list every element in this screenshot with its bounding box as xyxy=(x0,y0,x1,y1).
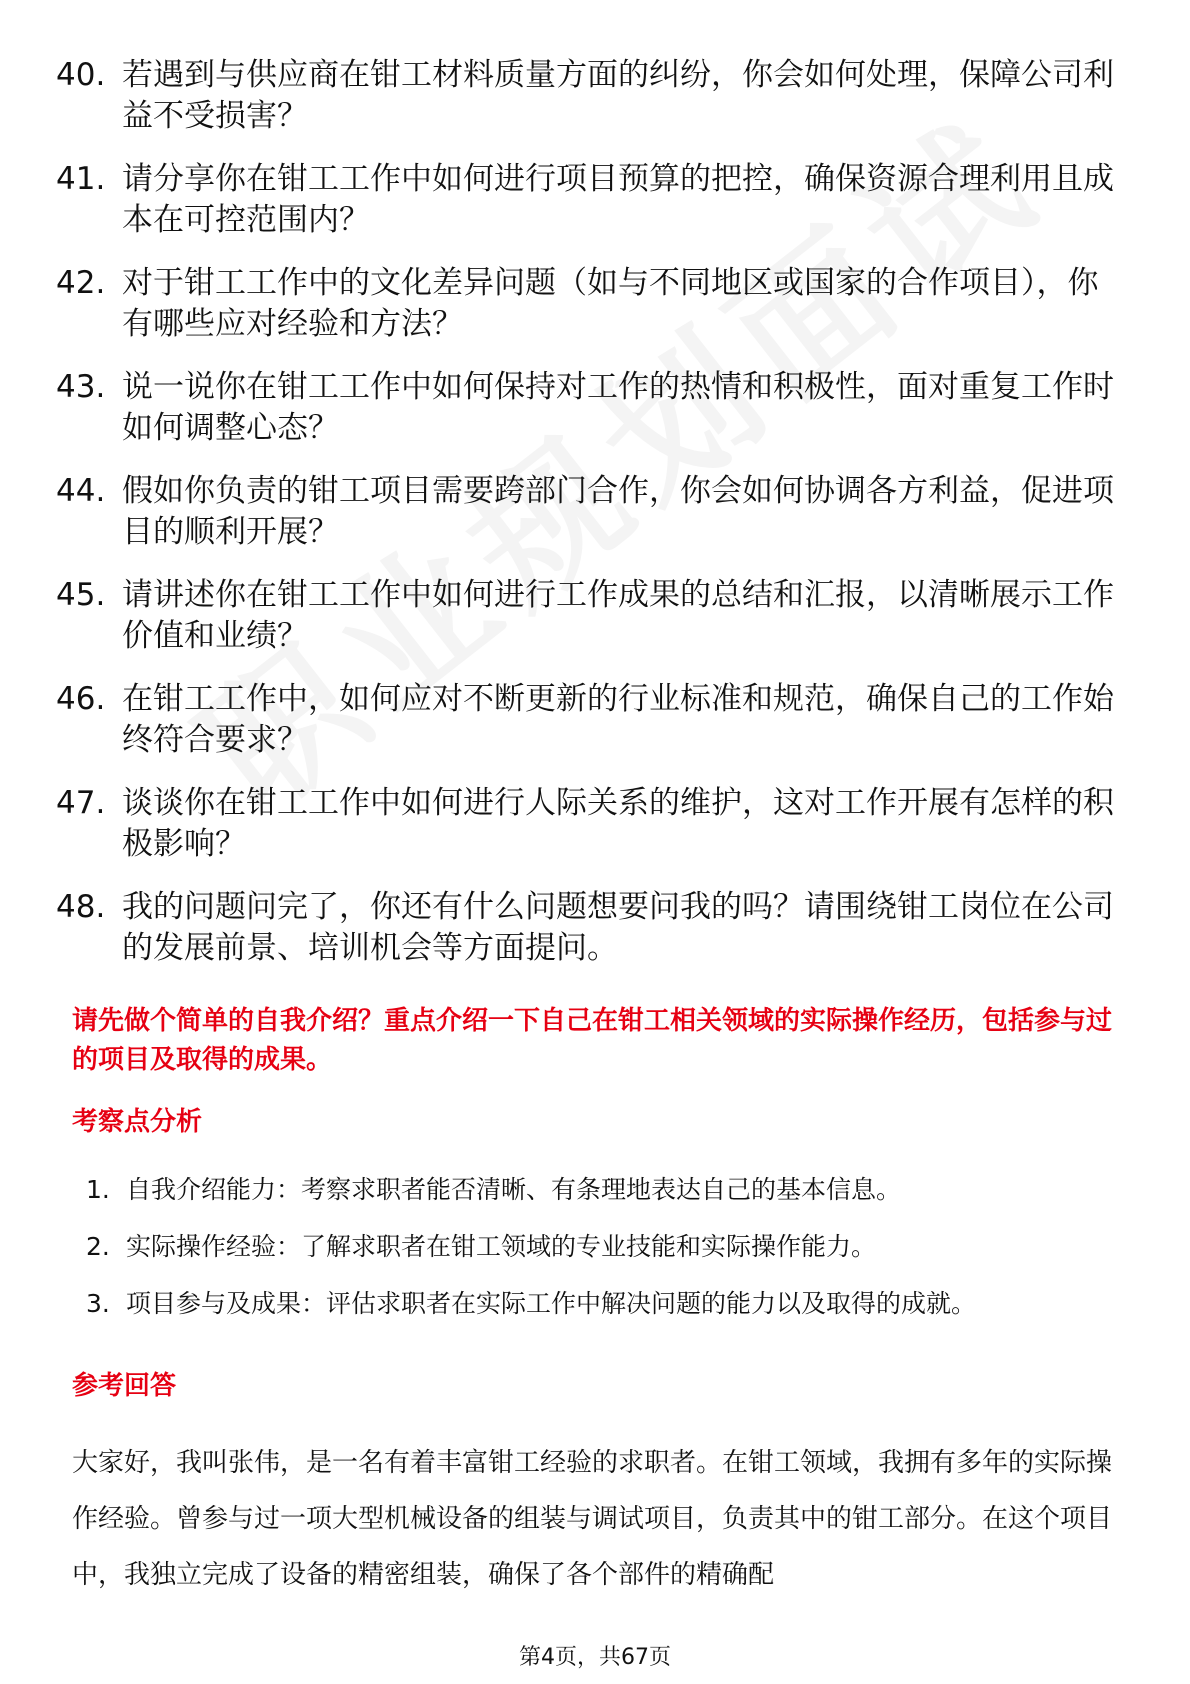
analysis-text: 项目参与及成果：评估求职者在实际工作中解决问题的能力以及取得的成就。 xyxy=(126,1289,977,1318)
question-text: 说一说你在钳工工作中如何保持对工作的热情和积极性，面对重复工作时如何调整心态？ xyxy=(122,369,1114,446)
question-number: 42. xyxy=(56,265,106,301)
analysis-number: 2. xyxy=(86,1232,110,1261)
question-item xyxy=(56,55,1126,137)
question-item xyxy=(56,679,1126,761)
answer-heading: 参考回答 xyxy=(72,1371,177,1401)
question-item xyxy=(56,263,1126,345)
question-text: 请分享你在钳工工作中如何进行项目预算的把控，确保资源合理利用且成本在可控范围内？ xyxy=(122,161,1114,238)
analysis-list xyxy=(86,1172,1126,1343)
question-text: 对于钳工工作中的文化差异问题（如与不同地区或国家的合作项目），你有哪些应对经验和方法？ xyxy=(122,265,1099,342)
question-item xyxy=(56,575,1126,657)
analysis-item xyxy=(86,1286,1126,1322)
interview-question-heading: 请先做个简单的自我介绍？重点介绍一下自己在钳工相关领域的实际操作经历，包括参与过的项目及取得的成果。 xyxy=(72,1006,1113,1075)
question-number: 47. xyxy=(56,785,106,821)
question-item xyxy=(56,367,1126,449)
question-text: 请讲述你在钳工工作中如何进行工作成果的总结和汇报，以清晰展示工作价值和业绩？ xyxy=(122,577,1114,654)
question-text: 谈谈你在钳工工作中如何进行人际关系的维护，这对工作开展有怎样的积极影响？ xyxy=(122,785,1114,862)
analysis-number: 1. xyxy=(86,1175,110,1204)
question-text: 我的问题问完了，你还有什么问题想要问我的吗？请围绕钳工岗位在公司的发展前景、培训机会等方面提问。 xyxy=(122,889,1114,966)
analysis-text: 实际操作经验：了解求职者在钳工领域的专业技能和实际操作能力。 xyxy=(126,1232,877,1261)
analysis-item xyxy=(86,1172,1126,1208)
question-number: 43. xyxy=(56,369,106,405)
analysis-number: 3. xyxy=(86,1289,110,1318)
question-number: 46. xyxy=(56,681,106,717)
question-number: 40. xyxy=(56,57,106,93)
page-footer: 第4页，共67页 xyxy=(519,1645,671,1670)
analysis-heading: 考察点分析 xyxy=(72,1107,203,1137)
question-number: 45. xyxy=(56,577,106,613)
question-item xyxy=(56,159,1126,241)
question-number: 44. xyxy=(56,473,106,509)
question-item xyxy=(56,783,1126,865)
question-text: 假如你负责的钳工项目需要跨部门合作，你会如何协调各方利益，促进项目的顺利开展？ xyxy=(122,473,1114,550)
question-list xyxy=(56,55,1126,991)
question-number: 48. xyxy=(56,889,106,925)
answer-paragraph: 大家好，我叫张伟，是一名有着丰富钳工经验的求职者。在钳工领域，我拥有多年的实际操作经验。曾参与过一项大型机械设备的组装与调试项目，负责其中的钳工部分。在这个项目中，我独立完成了设备的精密组装，确保了各个部件的精确配 xyxy=(72,1448,1113,1590)
analysis-item xyxy=(86,1229,1126,1265)
question-item xyxy=(56,471,1126,553)
analysis-text: 自我介绍能力：考察求职者能否清晰、有条理地表达自己的基本信息。 xyxy=(126,1175,902,1204)
question-text: 若遇到与供应商在钳工材料质量方面的纠纷，你会如何处理，保障公司利益不受损害？ xyxy=(122,57,1114,134)
question-number: 41. xyxy=(56,161,106,197)
question-text: 在钳工工作中，如何应对不断更新的行业标准和规范，确保自己的工作始终符合要求？ xyxy=(122,681,1114,758)
question-item xyxy=(56,887,1126,969)
